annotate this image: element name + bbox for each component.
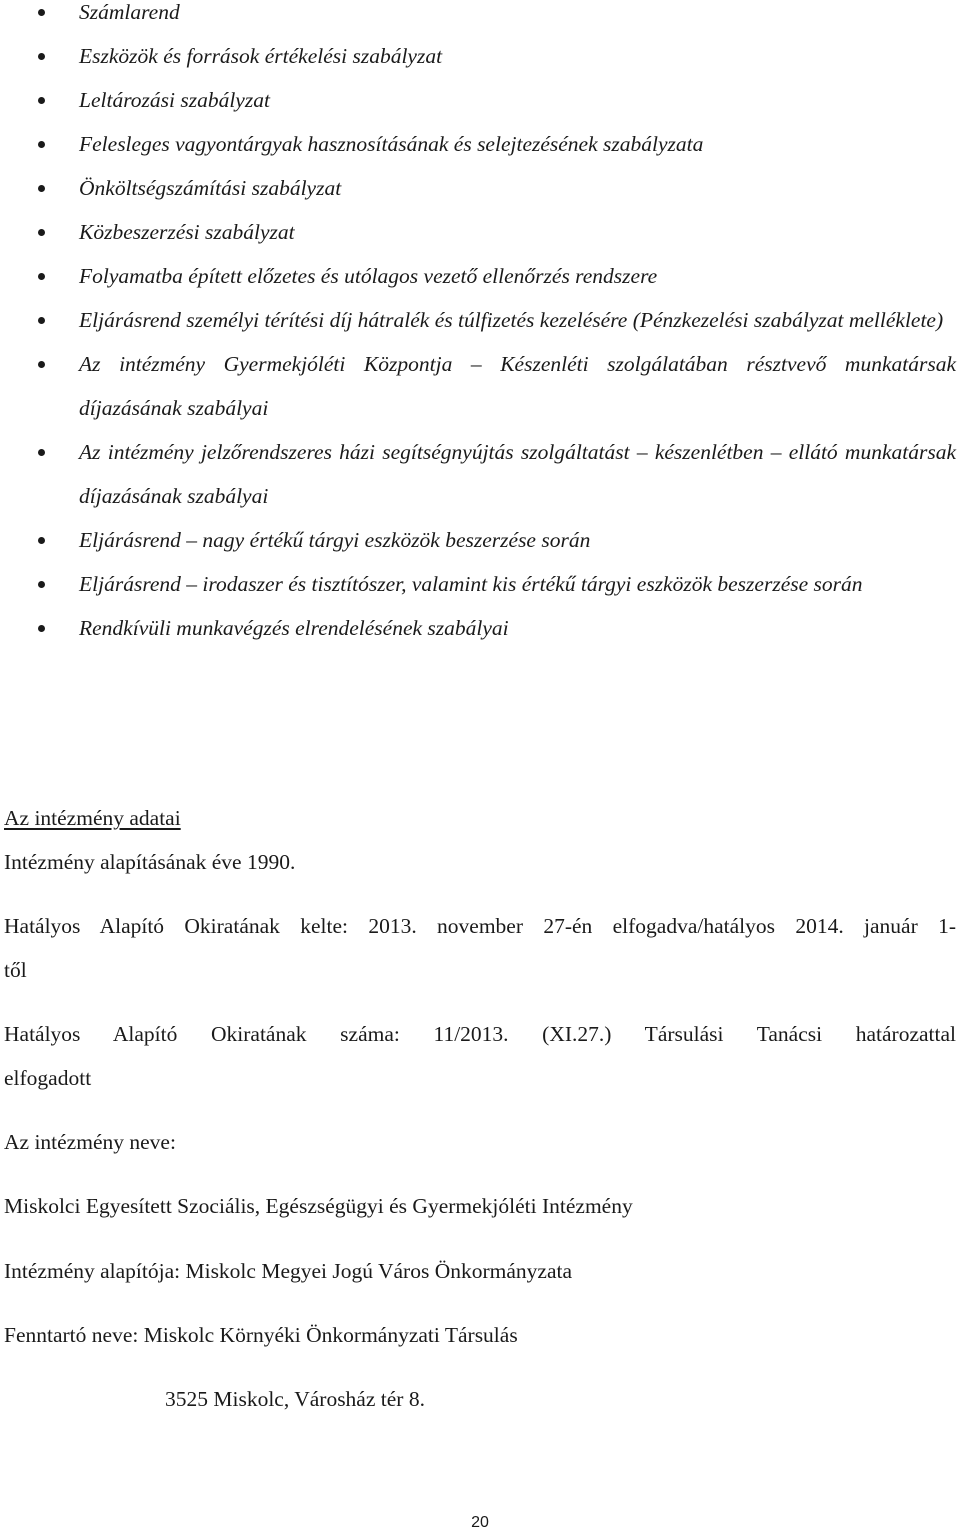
bullet-icon (38, 185, 45, 192)
charter-date-line1: Hatályos Alapító Okiratának kelte: 2013. november 27-én elfogadva/hatályos 2014. január 1- (4, 914, 956, 938)
operator-address: 3525 Miskolc, Városház tér 8. (165, 1387, 425, 1411)
list-item-text: Eljárásrend – nagy értékű tárgyi eszközök beszerzése során (79, 528, 591, 552)
list-item-text: Leltározási szabályzat (79, 88, 270, 112)
bullet-icon (38, 53, 45, 60)
list-item-text: Eszközök és források értékelési szabályzat (79, 44, 443, 68)
list-item-text: Az intézmény jelzőrendszeres házi segítségnyújtás szolgáltatást – készenlétben – ellátó munkatársak díjazásának szabályai (79, 440, 956, 508)
list-item (0, 0, 960, 34)
institution-founder: Intézmény alapítója: Miskolc Megyei Jogú Város Önkormányzata (4, 1259, 573, 1283)
list-item (0, 606, 960, 650)
bullet-icon (38, 537, 45, 544)
list-item (0, 34, 960, 78)
institution-name-label: Az intézmény neve: (4, 1130, 176, 1154)
list-item-text: Eljárásrend személyi térítési díj hátralék és túlfizetés kezelésére (Pénzkezelési szabályzat melléklete) (79, 308, 944, 332)
bullet-icon (38, 9, 45, 16)
institution-heading: Az intézmény adatai (4, 806, 181, 830)
page-number: 20 (471, 1514, 489, 1531)
list-item (0, 518, 960, 562)
bullet-icon (38, 141, 45, 148)
bullet-icon (38, 361, 45, 368)
list-item (0, 562, 960, 606)
regulations-list (0, 0, 960, 650)
list-item-text: Felesleges vagyontárgyak hasznosításának és selejtezésének szabályzata (79, 132, 704, 156)
list-item (0, 78, 960, 122)
list-item (0, 342, 960, 430)
list-item (0, 298, 960, 342)
bullet-icon (38, 317, 45, 324)
list-item (0, 254, 960, 298)
bullet-icon (38, 273, 45, 280)
list-item-text: Rendkívüli munkavégzés elrendelésének szabályai (79, 616, 509, 640)
founding-year: Intézmény alapításának éve 1990. (4, 850, 296, 874)
charter-date-line2: től (4, 958, 27, 982)
bullet-icon (38, 581, 45, 588)
bullet-icon (38, 449, 45, 456)
list-item (0, 166, 960, 210)
list-item (0, 210, 960, 254)
bullet-icon (38, 97, 45, 104)
charter-number-line2: elfogadott (4, 1066, 92, 1090)
list-item (0, 430, 960, 518)
institution-name: Miskolci Egyesített Szociális, Egészségügyi és Gyermekjóléti Intézmény (4, 1194, 633, 1218)
list-item-text: Számlarend (79, 0, 180, 24)
list-item-text: Közbeszerzési szabályzat (79, 220, 295, 244)
bullet-icon (38, 229, 45, 236)
list-item (0, 122, 960, 166)
list-item-text: Eljárásrend – irodaszer és tisztítószer, valamint kis értékű tárgyi eszközök beszerzése során (79, 572, 863, 596)
institution-operator: Fenntartó neve: Miskolc Környéki Önkormányzati Társulás (4, 1323, 518, 1347)
charter-date (4, 904, 956, 992)
bullet-icon (38, 625, 45, 632)
charter-number-line1: Hatályos Alapító Okiratának száma: 11/2013. (XI.27.) Társulási Tanácsi határozattal (4, 1022, 956, 1046)
list-item-text: Az intézmény Gyermekjóléti Központja – Készenléti szolgálatában résztvevő munkatársak díjazásának szabályai (79, 352, 956, 420)
list-item-text: Folyamatba épített előzetes és utólagos vezető ellenőrzés rendszere (79, 264, 658, 288)
list-item-text: Önköltségszámítási szabályzat (79, 176, 342, 200)
charter-number (4, 1012, 956, 1100)
